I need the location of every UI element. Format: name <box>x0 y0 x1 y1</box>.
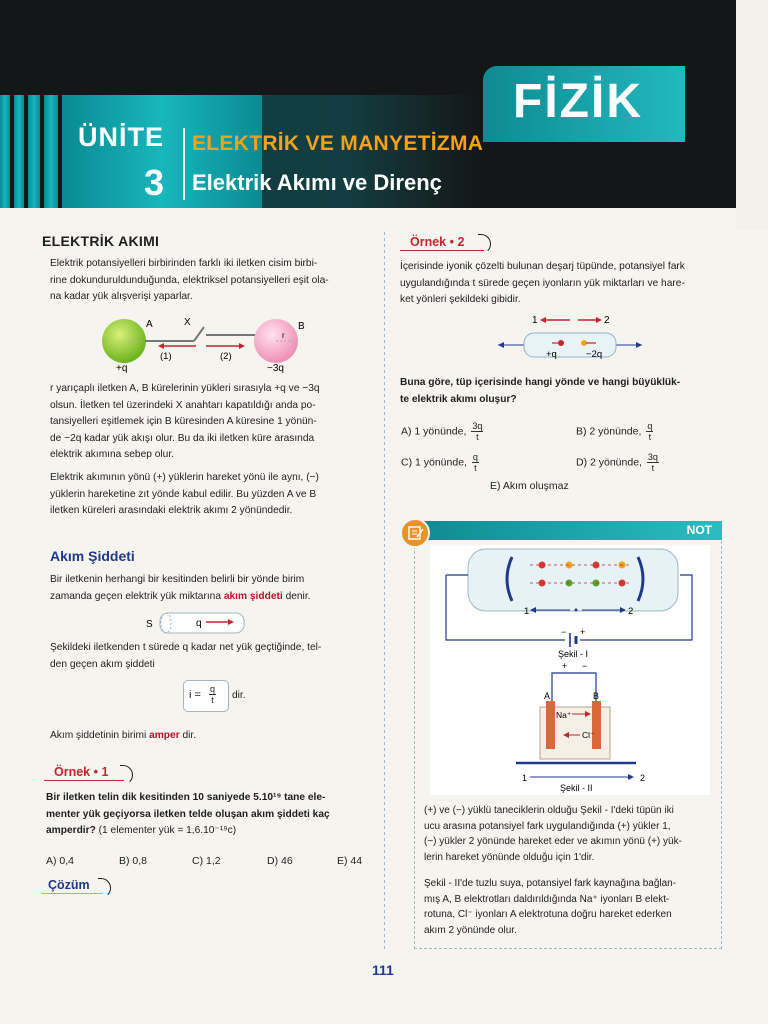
discharge-tube-figure <box>498 311 642 365</box>
charge-a: +q <box>116 363 128 374</box>
text-line: akım 2 yönünde olur. <box>424 924 517 936</box>
option-text: A) 1 yönünde, <box>401 425 467 438</box>
example-underline <box>44 780 124 781</box>
example-underline <box>400 250 484 251</box>
highlight-term: akım şiddeti <box>223 590 283 602</box>
numerator: 3q <box>472 421 483 431</box>
direction-1-label: (1) <box>160 351 172 362</box>
radius-label: r <box>282 331 285 340</box>
unit-sentence <box>50 728 196 745</box>
text-line: Bir iletkenin herhangi bir kesitinden belirli bir yönde birim <box>50 574 305 585</box>
note-label: NOT <box>686 523 712 537</box>
paragraph-spheres <box>50 381 370 464</box>
text-line: elektrik akımına sebep olur. <box>50 449 175 460</box>
text-line: olsun. İletken tel üzerindeki X anahtarı kapatıldığı anda po- <box>50 399 316 411</box>
text-line: yüklerin hareketine zıt yönde kabul edilir. Bu yüzden A ve B <box>50 488 317 500</box>
shape2-direction-2: 2 <box>640 773 646 783</box>
label-q: q <box>196 618 202 629</box>
text-span: dir. <box>179 730 197 741</box>
denominator: t <box>651 463 655 473</box>
text-line: ket yönleri şekildeki gibidir. <box>400 294 521 305</box>
text-line: Şekil - II'de tuzlu suya, potansiyel fark kaynağına bağlan- <box>424 878 677 889</box>
example-2-question <box>400 375 724 408</box>
text-line: uygulandığında t sürede geçen iyonların yük miktarları ve hare- <box>400 277 685 289</box>
option-fraction <box>472 452 479 473</box>
shape2-minus: − <box>582 661 588 671</box>
option-text: C) 1 yönünde, <box>401 456 467 469</box>
option-fraction <box>647 452 659 473</box>
charge-b: −3q <box>267 363 284 374</box>
unit-number: 3 <box>143 162 164 203</box>
example-1-label: Örnek • 1 <box>54 765 109 779</box>
text-line <box>50 589 370 606</box>
battery-plus: + <box>580 627 586 637</box>
paragraph-direction <box>50 470 370 520</box>
note-figures <box>430 545 710 795</box>
text-line: de −2q kadar yük akışı olur. Bu da iki iletken küre arasında <box>50 432 315 444</box>
text-span: zamanda geçen elektrik yük miktarına <box>50 590 224 602</box>
text-line: lerin hareket yönünde olduğu için 1'dir. <box>424 851 595 863</box>
text-span: denir. <box>282 590 311 602</box>
wire-figure <box>146 610 250 636</box>
option-d[interactable] <box>576 452 659 473</box>
note-paragraph-2 <box>424 876 718 938</box>
example-arc <box>120 765 133 785</box>
option-fraction <box>471 421 483 442</box>
numerator: q <box>647 421 653 431</box>
option-e[interactable]: E) 44 <box>337 855 363 867</box>
unit-box <box>78 118 178 208</box>
highlight-term: amper <box>149 730 180 741</box>
example-2-text <box>400 259 722 309</box>
shape2-plus: + <box>562 661 568 671</box>
shape1-caption: Şekil - I <box>558 649 589 659</box>
direction-2-label: 2 <box>604 315 610 326</box>
example-2-label: Örnek • 2 <box>410 235 465 249</box>
charge-negative: −2q <box>586 349 603 360</box>
chloride-ion: Cl⁻ <box>582 730 595 740</box>
denominator: t <box>474 463 477 473</box>
numerator: q <box>210 684 216 694</box>
note-paragraph-1 <box>424 803 718 865</box>
numerator: 3q <box>647 452 658 462</box>
text-line: r yarıçaplı iletken A, B kürelerinin yükleri sırasıyla +q ve −3q <box>50 383 320 394</box>
numerator: q <box>472 452 478 462</box>
topic-title: Elektrik Akımı ve Direnç <box>192 170 442 195</box>
solution-arc <box>98 878 111 898</box>
intro-line: Elektrik potansiyelleri birbirinden farklı iki iletken cisim birbi- <box>50 258 318 269</box>
current-paragraph <box>50 640 370 673</box>
solution-label: Çözüm <box>48 878 90 892</box>
shape2-direction-1: 1 <box>522 773 528 783</box>
example-1-question <box>46 790 376 840</box>
charge-positive: +q <box>546 349 557 360</box>
intro-paragraph <box>50 256 370 306</box>
spheres-figure <box>96 313 318 377</box>
text-span: Akım şiddetinin birimi <box>50 730 150 741</box>
question-note: (1 elementer yük = 1,6.10⁻¹⁹c) <box>95 825 237 836</box>
unit-title: ELEKTRİK VE MANYETİZMA <box>192 132 484 155</box>
denominator: t <box>476 432 479 442</box>
option-b[interactable] <box>576 421 653 442</box>
electrode-b: B <box>593 691 600 701</box>
option-a[interactable] <box>401 421 483 442</box>
label-s: S <box>146 619 153 630</box>
question-line <box>46 823 376 840</box>
formula-suffix: dir. <box>232 690 246 701</box>
direction-2-label: (2) <box>220 351 232 362</box>
header-divider <box>183 128 185 200</box>
formula-fraction <box>209 684 216 705</box>
question-line: te elektrik akımı oluşur? <box>400 393 517 405</box>
text-line: iletken küreleri arasındaki elektrik akımı 2 yönündedir. <box>50 505 293 516</box>
question-line: menter yük geçiyorsa iletken telde oluşan akım şiddeti kaç <box>46 808 330 820</box>
option-b[interactable]: B) 0,8 <box>119 855 148 867</box>
question-line: Buna göre, tüp içerisinde hangi yönde ve hangi büyüklük- <box>400 377 681 388</box>
option-c[interactable]: C) 1,2 <box>192 855 221 867</box>
direction-1-label: 1 <box>532 315 538 326</box>
text-line: Elektrik akımının yönü (+) yüklerin hareket yönü ile aynı, (−) <box>50 472 319 483</box>
text-line: (−) yükler 2 yönünde hareket eder ve akımın yönü (+) yük- <box>424 836 682 847</box>
text-line: den geçen akım şiddeti <box>50 658 155 670</box>
subject-badge <box>483 66 685 142</box>
section-title: ELEKTRİK AKIMI <box>42 233 160 249</box>
shape2-caption: Şekil - II <box>560 783 593 793</box>
option-c[interactable] <box>401 452 479 473</box>
note-header-bar <box>414 521 722 540</box>
subsection-title: Akım Şiddeti <box>50 548 135 564</box>
option-a[interactable]: A) 0,4 <box>46 855 75 867</box>
example-arc <box>478 234 491 254</box>
label-b: B <box>298 321 305 332</box>
definition-paragraph <box>50 572 370 605</box>
text-line: tansiyelleri eşitlemek için B küresinden A küresine 1 yönün- <box>50 416 317 427</box>
shape1-direction-1: 1 <box>524 606 530 617</box>
column-divider <box>384 232 385 952</box>
option-e[interactable]: E) Akım oluşmaz <box>490 480 569 492</box>
page-edge <box>736 0 768 230</box>
subject-title: FİZİK <box>513 75 643 128</box>
label-x: X <box>184 317 191 328</box>
formula-box <box>183 680 229 712</box>
question-bold: amperdir? <box>46 825 96 836</box>
option-text: D) 2 yönünde, <box>576 456 642 469</box>
unit-label: ÜNİTE <box>78 122 164 152</box>
page-header <box>0 0 768 208</box>
text-line: (+) ve (−) yüklü taneciklerin olduğu Şekil - I'deki tüpün iki <box>424 805 674 816</box>
intro-line: rine dokunduruldunduğunda, elektriksel potansiyelleri eşit ola- <box>50 274 329 286</box>
page-number: 111 <box>372 962 394 978</box>
question-line: Bir iletken telin dik kesitinden 10 saniyede 5.10¹⁹ tane ele- <box>46 792 326 803</box>
solution-underline <box>42 893 102 894</box>
text-line: İçerisinde iyonik çözelti bulunan deşarj tüpünde, potansiyel fark <box>400 261 685 272</box>
text-line: mış A, B elektrotları daldırıldığında Na⁺ iyonları B elekt- <box>424 893 670 905</box>
shape1-direction-2: 2 <box>628 606 634 617</box>
sodium-ion: Na⁺ <box>556 710 572 720</box>
option-fraction <box>646 421 653 442</box>
intro-line: na kadar yük alışverişi yaparlar. <box>50 291 193 302</box>
denominator: t <box>648 432 652 442</box>
formula-lhs: i = <box>189 689 201 701</box>
text-line: rotuna, Cl⁻ iyonları A elektrotuna doğru hareket ederken <box>424 909 672 920</box>
denominator: t <box>211 695 214 705</box>
text-line: ucu arasına potansiyel fark uygulandığında (+) yükler 1, <box>424 820 671 832</box>
electrode-a: A <box>544 691 551 701</box>
option-d[interactable]: D) 46 <box>267 855 293 867</box>
text-line: Şekildeki iletkenden t sürede q kadar net yük geçtiğinde, tel- <box>50 642 322 653</box>
label-a: A <box>146 319 153 330</box>
option-text: B) 2 yönünde, <box>576 425 642 438</box>
note-pencil-icon <box>400 518 430 548</box>
battery-minus: − <box>561 627 567 637</box>
